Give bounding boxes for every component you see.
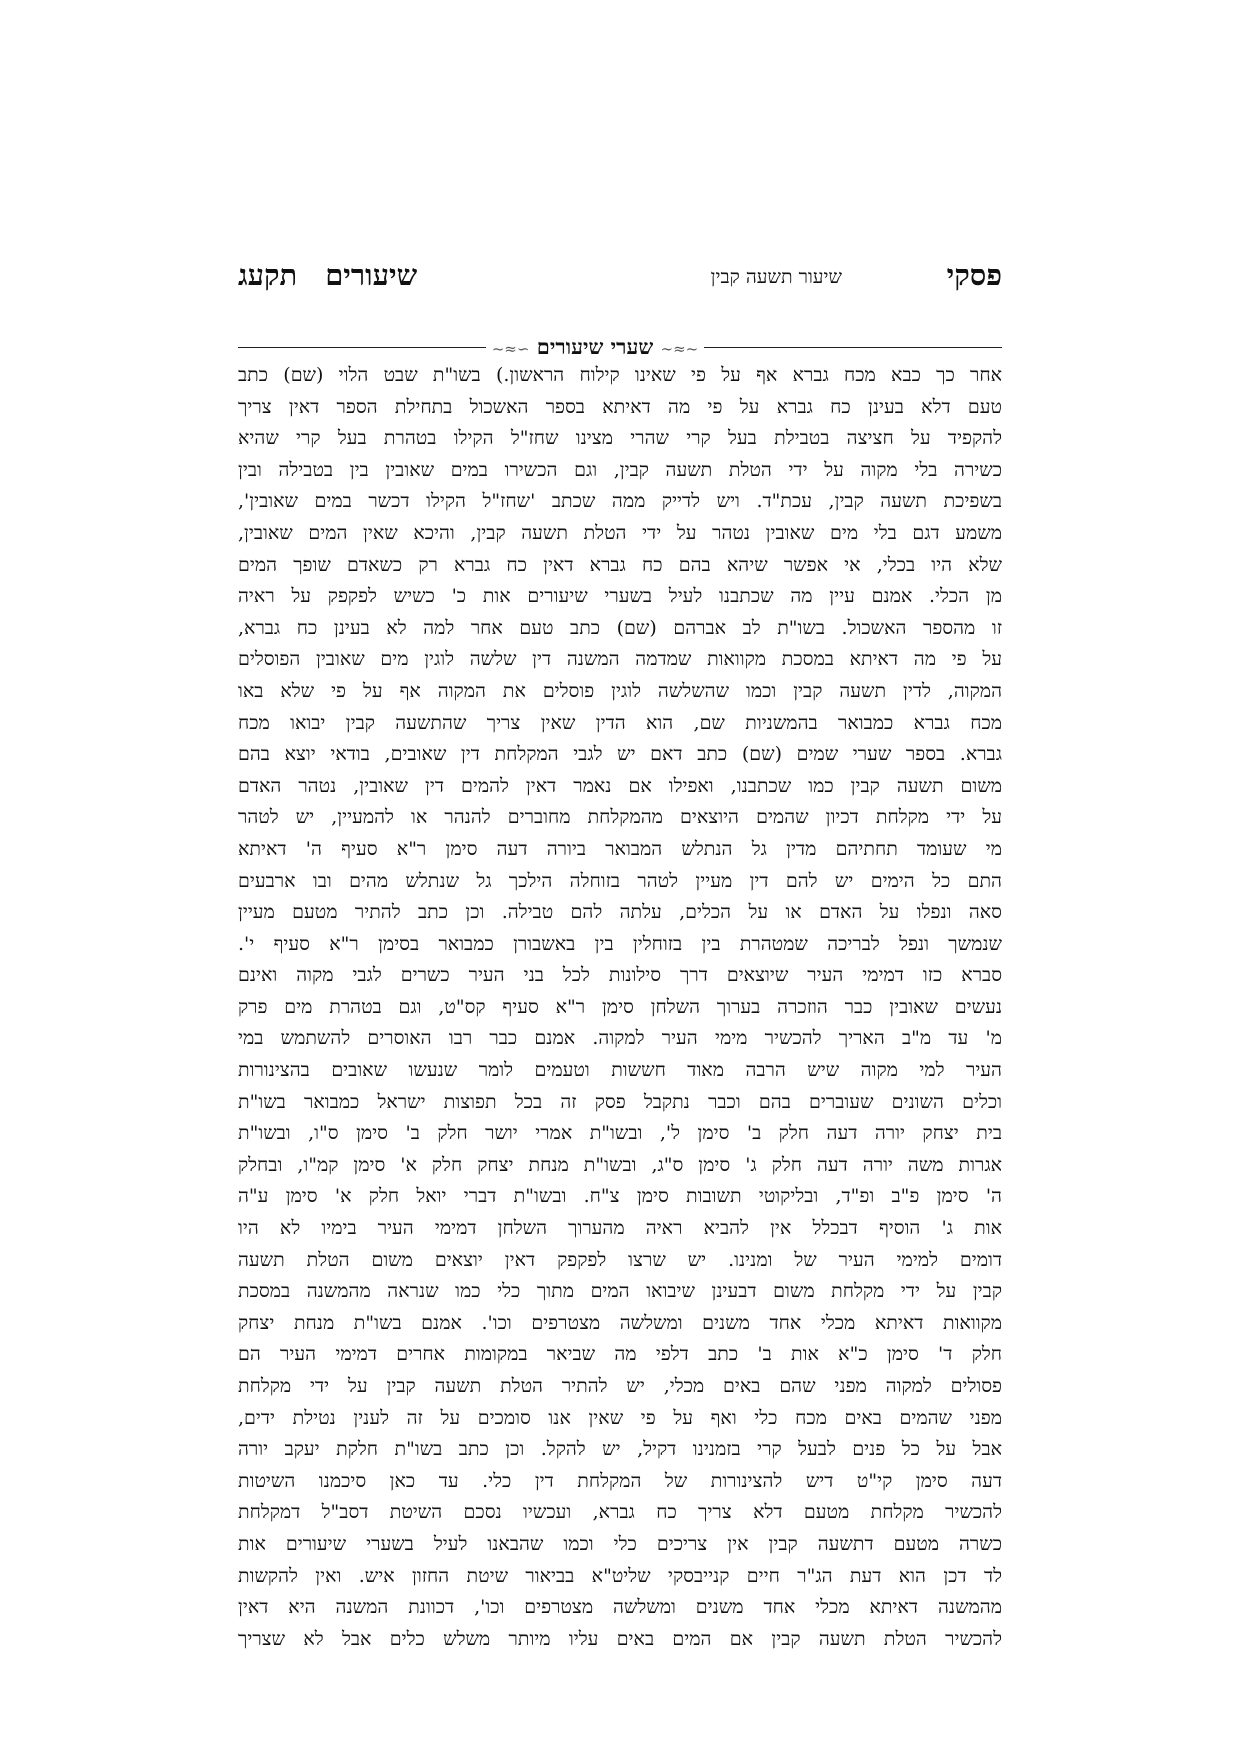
body-line: זו מהספר האשכול. בשו"ת לב אברהם (שם) כתב טעם אחר למה לא בעינן כח גברא, bbox=[238, 616, 1002, 639]
body-line: מפני שהמים באים מכח כלי ואף על פי שאין אנו סומכים על זה לענין נטילת ידים, bbox=[238, 1406, 1002, 1429]
body-line: פסולים למקוה מפני שהם באים מכלי, יש להתיר הטלת תשעה קבין על ידי מקלחת bbox=[238, 1375, 1002, 1397]
section-title-wrap bbox=[488, 335, 702, 361]
body-line: מכח גברא כמבואר בהמשניות שם, הוא הדין שאין צריך שהתשעה קבין יבואו מכח bbox=[238, 711, 1002, 734]
section-rule-left bbox=[238, 347, 486, 348]
body-line: חלק ד' סימן כ"א אות ב' כתב דלפי מה שביאר במקומות אחרים דמימי העיר הם bbox=[238, 1343, 1002, 1366]
section-title: שערי שיעורים bbox=[536, 334, 654, 359]
running-head bbox=[238, 258, 1002, 298]
body-line: אחר כך כבא מכח גברא אף על פי שאינו קילוח הראשון.) בשו"ת שבט הלוי (שם) כתב bbox=[238, 364, 1002, 386]
body-line: כשירה בלי מקוה על ידי הטלת תשעה קבין, וגם הכשירו במים שאובין בין בטבילה ובין bbox=[238, 458, 1002, 481]
body-line: גברא. בספר שערי שמים (שם) כתב דאם יש לגבי המקלחת דין שאובים, בודאי יוצא בהם bbox=[238, 743, 1002, 766]
body-line: משמע דגם בלי מים שאובין נטהר על ידי הטלת תשעה קבין, והיכא שאין המים שאובין, bbox=[238, 521, 1002, 544]
chapter-title: שיעור תשעה קבין bbox=[710, 266, 842, 288]
body-line: נעשים שאובין כבר הוזכרה בערוך השלחן סימן ר"א סעיף קס"ט, וגם בטהרת מים פרק bbox=[238, 995, 1002, 1018]
body-line: לד דכן הוא דעת הג"ר חיים קנייבסקי שליט"א בביאור שיטת החזון איש. ואין להקשות bbox=[238, 1564, 1002, 1587]
body-line: משום תשעה קבין כמו שכתבנו, ואפילו אם נאמר דאין להמים דין שאובין, נטהר האדם bbox=[238, 774, 1002, 797]
body-line: דעה סימן קי"ט דיש להצינורות של המקלחת דין כלי. עד כאן סיכמנו השיטות bbox=[238, 1469, 1002, 1492]
book-title-left: שיעורים bbox=[325, 258, 418, 292]
body-line: להקפיד על חציצה בטבילת בעל קרי שהרי מצינו שחז"ל הקילו בטהרת בעל קרי שהיא bbox=[238, 427, 1002, 450]
section-rule-right bbox=[704, 347, 1002, 348]
body-line: סברא כזו דמימי העיר שיוצאים דרך סילונות לכל בני העיר כשרים לגבי מקוה ואינם bbox=[238, 964, 1002, 987]
book-title-right: פסקי bbox=[946, 258, 1002, 292]
body-line: מי שעומד תחתיהם מדין גל הנתלש המבואר ביורה דעה סימן ר"א סעיף ה' דאיתא bbox=[238, 837, 1002, 860]
body-line: בית יצחק יורה דעה חלק ב' סימן ל', ובשו"ת אמרי יושר חלק ב' סימן ס"ו, ובשו"ת bbox=[238, 1122, 1002, 1145]
body-line: סאה ונפלו על האדם או על הכלים, עלתה להם טבילה. וכן כתב להתיר מטעם מעיין bbox=[238, 901, 1002, 924]
body-line: התם כל הימים יש להם דין מעיין לטהר בזוחלה הילכך גל שנתלש מהים ובו ארבעים bbox=[238, 869, 1002, 892]
body-line: אות ג' הוסיף דבכלל אין להביא ראיה מהערוך השלחן דמימי העיר בימיו לא היו bbox=[238, 1217, 1002, 1240]
body-line: מהמשנה דאיתא מכלי אחד משנים ומשלשה מצטרפים וכו', דכוונת המשנה היא דאין bbox=[238, 1596, 1002, 1619]
body-line: בשפיכת תשעה קבין, עכת"ד. ויש לדייק ממה שכתב 'שחז"ל הקילו דכשר במים שאובין', bbox=[238, 490, 1002, 513]
body-line: אגרות משה יורה דעה חלק ג' סימן ס"ג, ובשו"ת מנחת יצחק חלק א' סימן קמ"ו, ובחלק bbox=[238, 1153, 1002, 1176]
body-line: להכשיר הטלת תשעה קבין אם המים באים עליו מיותר משלש כלים אבל לא שצריך bbox=[238, 1627, 1002, 1650]
ornament-right-icon: ∼≈~ bbox=[660, 340, 699, 358]
body-text bbox=[238, 360, 1002, 1655]
body-line: כשרה מטעם דתשעה קבין אין צריכים כלי וכמו שהבאנו לעיל בשערי שיעורים אות bbox=[238, 1532, 1002, 1555]
page-number: תקעג bbox=[238, 258, 298, 292]
book-title-and-page-number bbox=[238, 258, 417, 293]
ornament-left-icon: ~≈∽ bbox=[491, 340, 530, 358]
body-line: על פי מה דאיתא במסכת מקוואות שמדמה המשנה דין שלשה לוגין מים שאובין הפוסלים bbox=[238, 648, 1002, 671]
body-line: העיר למי מקוה שיש הרבה מאוד חששות וטעמים לומר שנעשו שאובים בהצינורות bbox=[238, 1059, 1002, 1082]
body-line: שנמשך ונפל לבריכה שמטהרת בין בזוחלין בין באשבורן כמבואר בסימן ר"א סעיף י'. bbox=[238, 932, 1002, 955]
body-line: וכלים השונים שעוברים בהם וכבר נתקבל פסק זה בכל תפוצות ישראל כמבואר בשו"ת bbox=[238, 1090, 1002, 1113]
body-line: דומים למימי העיר של ומנינו. יש שרצו לפקפק דאין יוצאים משום הטלת תשעה bbox=[238, 1248, 1002, 1271]
body-line: אבל על כל פנים לבעל קרי בזמנינו דקיל, יש להקל. וכן כתב בשו"ת חלקת יעקב יורה bbox=[238, 1438, 1002, 1461]
body-line: מן הכלי. אמנם עיין מה שכתבנו לעיל בשערי שיעורים אות כ' כשיש לפקפק על ראיה bbox=[238, 585, 1002, 608]
body-line: מ' עד מ"ב האריך להכשיר מימי העיר למקוה. אמנם כבר רבו האוסרים להשתמש במי bbox=[238, 1027, 1002, 1050]
body-line: שלא היו בכלי, אי אפשר שיהא בהם כח גברא דאין כח גברא רק כשאדם שופך המים bbox=[238, 553, 1002, 576]
body-line: ה' סימן פ"ב ופ"ד, ובליקוטי תשובות סימן צ"ח. ובשו"ת דברי יואל חלק א' סימן ע"ה bbox=[238, 1185, 1002, 1208]
body-line: על ידי מקלחת דכיון שהמים היוצאים מהמקלחת מחוברים להנהר או להמעיין, יש לטהר bbox=[238, 806, 1002, 829]
body-line: מקוואות דאיתא מכלי אחד משנים ומשלשה מצטרפים וכו'. אמנם בשו"ת מנחת יצחק bbox=[238, 1311, 1002, 1334]
body-line: קבין על ידי מקלחת משום דבעינן שיבואו המים מתוך כלי כמו שנראה מהמשנה במסכת bbox=[238, 1280, 1002, 1303]
body-line: להכשיר מקלחת מטעם דלא צריך כח גברא, ועכשיו נסכם השיטת דסב"ל דמקלחת bbox=[238, 1501, 1002, 1524]
section-header bbox=[238, 335, 1002, 359]
body-line: המקוה, לדין תשעה קבין וכמו שהשלשה לוגין פוסלים את המקוה אף על פי שלא באו bbox=[238, 679, 1002, 702]
body-line: טעם דלא בעינן כח גברא על פי מה דאיתא בספר האשכול בתחילת הספר דאין צריך bbox=[238, 395, 1002, 418]
